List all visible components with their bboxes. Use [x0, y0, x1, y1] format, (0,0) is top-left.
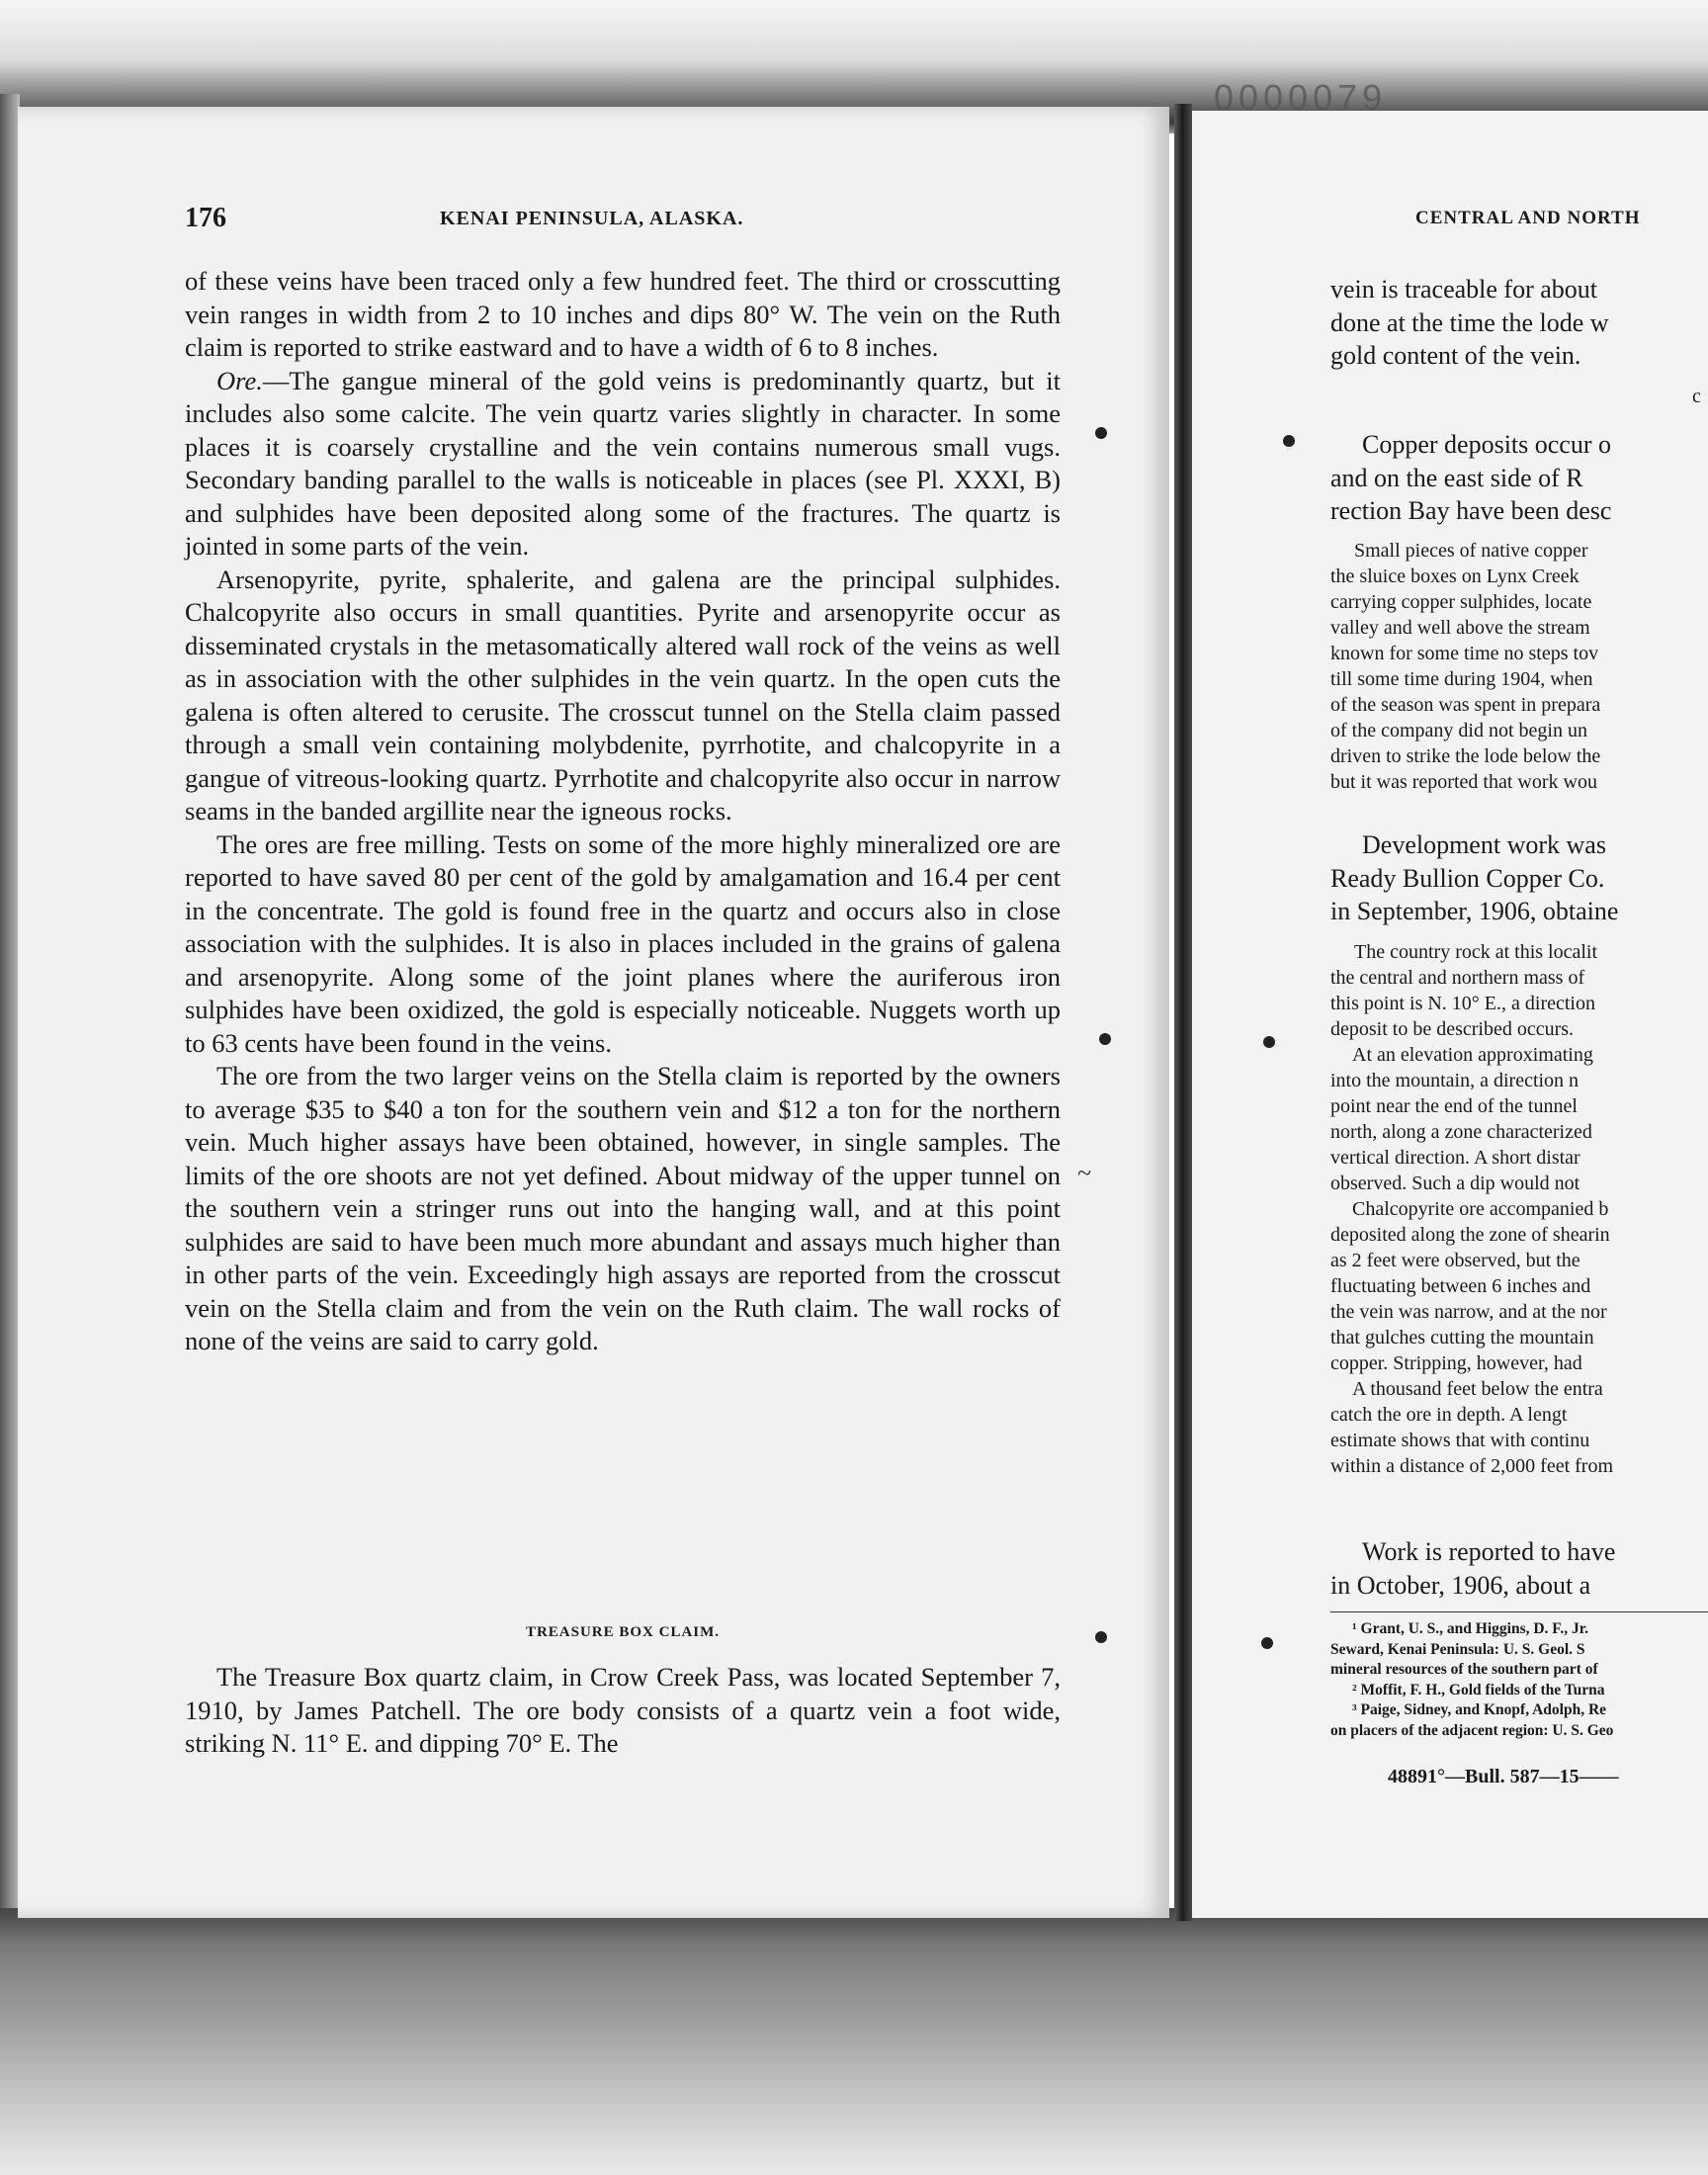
margin-mark [1283, 435, 1295, 447]
stray-letter: c [1692, 386, 1701, 407]
right-block-e [1330, 939, 1708, 1479]
margin-mark [1263, 1036, 1275, 1048]
right-line: Copper deposits occur o [1362, 430, 1612, 459]
ore-text: The gangue mineral of the gold veins is predominantly quartz, but it includes also some calcite. The vein quartz varies slightly in character. In some places it is coarsely crystalline and the vein contains numerous small vugs. Secondary banding parallel to the walls is noticeable in places (see Pl. XXXI, B) and sulphides have been deposited along some of the fractures. The quartz is jointed in some parts of the vein. [185, 365, 1061, 561]
section-heading: TREASURE BOX CLAIM. [525, 1624, 721, 1640]
paragraph-4: The ores are free milling. Tests on some of the more highly mineralized ore are reported to have saved 80 per cent of the gold by amalgamation and 16.4 per cent in the concentrate. The gold is found free in the quartz and occurs also in close association with the sulphides. It is also in places included in the grains of galena and arsenopyrite. Along some of the joint planes where the auriferous iron sulphides have been oxidized, the gold is especially noticeable. Nuggets worth up to 63 cents have been found in the veins. [185, 828, 1061, 1058]
right-line: within a distance of 2,000 feet from [1330, 1455, 1614, 1477]
right-line: as 2 feet were observed, but the [1330, 1250, 1580, 1271]
right-line: carrying copper sulphides, locate [1330, 591, 1592, 613]
right-line: deposited along the zone of shearin [1330, 1224, 1610, 1246]
right-block-f [1330, 1535, 1708, 1602]
right-line: this point is N. 10° E., a direction [1330, 993, 1595, 1014]
paragraph-ore [185, 365, 1061, 564]
right-line: At an elevation approximating [1352, 1044, 1593, 1066]
right-line: Development work was [1362, 830, 1606, 859]
right-line: vein is traceable for about [1330, 275, 1597, 304]
right-block-b [1330, 428, 1708, 528]
right-line: gold content of the vein. [1330, 341, 1581, 370]
right-line: A thousand feet below the entra [1352, 1378, 1603, 1400]
scan-bottom-shadow [0, 1908, 1708, 2175]
right-line: of the season was spent in prepara [1330, 694, 1601, 716]
book-gutter [1174, 104, 1192, 1921]
right-line: the sluice boxes on Lynx Creek [1330, 566, 1580, 587]
running-head-left: KENAI PENINSULA, ALASKA. [440, 208, 744, 229]
right-line: into the mountain, a direction n [1330, 1070, 1580, 1091]
footnote-rule [1330, 1611, 1708, 1612]
footnote-line: ³ Paige, Sidney, and Knopf, Adolph, Re [1352, 1701, 1607, 1718]
footnote-line: mineral resources of the southern part of [1330, 1661, 1598, 1678]
page-number: 176 [185, 203, 226, 233]
right-block-c [1330, 538, 1708, 795]
right-line: catch the ore in depth. A lengt [1330, 1404, 1568, 1426]
margin-mark: ~ [1077, 1159, 1092, 1187]
right-line: Small pieces of native copper [1354, 540, 1588, 562]
right-line: driven to strike the lode below the [1330, 745, 1601, 767]
right-block-a [1330, 273, 1708, 373]
right-line: that gulches cutting the mountain [1330, 1327, 1594, 1348]
margin-mark [1099, 1033, 1111, 1045]
running-head-right: CENTRAL AND NORTH [1415, 208, 1641, 228]
right-line: rection Bay have been desc [1330, 496, 1612, 525]
page-stamp: 0000079 [1214, 77, 1388, 118]
left-body [185, 265, 1061, 1358]
right-line: known for some time no steps tov [1330, 643, 1599, 664]
footnotes [1330, 1619, 1708, 1741]
right-line: vertical direction. A short distar [1330, 1147, 1580, 1169]
right-line: point near the end of the tunnel [1330, 1095, 1578, 1117]
printer-signature: 48891°—Bull. 587—15—— [1388, 1766, 1619, 1787]
right-line: fluctuating between 6 inches and [1330, 1275, 1591, 1297]
right-line: valley and well above the stream [1330, 617, 1590, 639]
paragraph-1: of these veins have been traced only a few hundred feet. The third or crosscutting vein ranges in width from 2 to 10 inches and dips 80° W. The vein on the Ruth claim is reported to strike eastward and to have a width of 6 to 8 inches. [185, 266, 1061, 362]
ore-dash: — [262, 365, 290, 395]
right-line: The country rock at this localit [1354, 941, 1598, 963]
paragraph-5: The ore from the two larger veins on the Stella claim is reported by the owners to average $35 to $40 a ton for the southern vein and $12 a ton for the northern vein. Much higher assays have been obtained, however, in single samples. The limits of the ore shoots are not yet defined. About midway of the upper tunnel on the southern vein a stringer runs out into the hanging wall, and at this point sulphides are said to have been much more abundant and assays much higher than in other parts of the vein. Exceedingly high assays are reported from the crosscut vein on the Stella claim and from the vein on the Ruth claim. The wall rocks of none of the veins are said to carry gold. [185, 1061, 1061, 1355]
right-line: copper. Stripping, however, had [1330, 1352, 1582, 1374]
right-line: observed. Such a dip would not [1330, 1173, 1580, 1194]
paragraph-treasure-box: The Treasure Box quartz claim, in Crow Creek Pass, was located September 7, 1910, by James Patchell. The ore body consists of a quartz vein a foot wide, striking N. 11° E. and dipping 70° E. The [185, 1662, 1061, 1758]
margin-mark [1095, 1631, 1107, 1643]
right-line: Chalcopyrite ore accompanied b [1352, 1198, 1609, 1220]
right-line: but it was reported that work wou [1330, 771, 1597, 793]
right-line: north, along a zone characterized [1330, 1121, 1592, 1143]
right-block-d [1330, 828, 1708, 928]
margin-mark [1261, 1637, 1273, 1649]
right-line: till some time during 1904, when [1330, 668, 1593, 690]
right-line: deposit to be described occurs. [1330, 1018, 1575, 1040]
ore-label: Ore. [216, 365, 263, 395]
right-line: in October, 1906, about a [1330, 1570, 1591, 1600]
right-line: and on the east side of R [1330, 463, 1583, 492]
scan-left-edge [0, 94, 20, 1933]
footnote-line: on placers of the adjacent region: U. S. Geo [1330, 1721, 1614, 1739]
right-line: the vein was narrow, and at the nor [1330, 1301, 1607, 1323]
paragraph-3: Arsenopyrite, pyrite, sphalerite, and galena are the principal sulphides. Chalcopyrite also occurs in small quantities. Pyrite and arsenopyrite occur as disseminated crystals in the metasomatically altered wall rock of the veins as well as in association with the other sulphides in the vein quartz. In the open cuts the galena is often altered to cerusite. The crosscut tunnel on the Stella claim passed through a small vein containing molybdenite, pyrrhotite, and chalcopyrite in a gangue of vitreous-looking quartz. Pyrrhotite and chalcopyrite also occur in narrow seams in the banded argillite near the igneous rocks. [185, 564, 1061, 826]
right-line: in September, 1906, obtaine [1330, 897, 1619, 925]
right-line: Ready Bullion Copper Co. [1330, 863, 1605, 893]
footnote-line: ² Moffit, F. H., Gold fields of the Turna [1352, 1681, 1605, 1698]
footnote-line: ¹ Grant, U. S., and Higgins, D. F., Jr. [1352, 1620, 1589, 1637]
margin-mark [1095, 427, 1107, 439]
right-line: of the company did not begin un [1330, 720, 1587, 741]
right-line: the central and northern mass of [1330, 967, 1585, 989]
footnote-line: Seward, Kenai Peninsula: U. S. Geol. S [1330, 1640, 1585, 1658]
right-line: done at the time the lode w [1330, 307, 1609, 337]
right-line: estimate shows that with continu [1330, 1430, 1590, 1451]
right-line: Work is reported to have [1362, 1537, 1616, 1566]
